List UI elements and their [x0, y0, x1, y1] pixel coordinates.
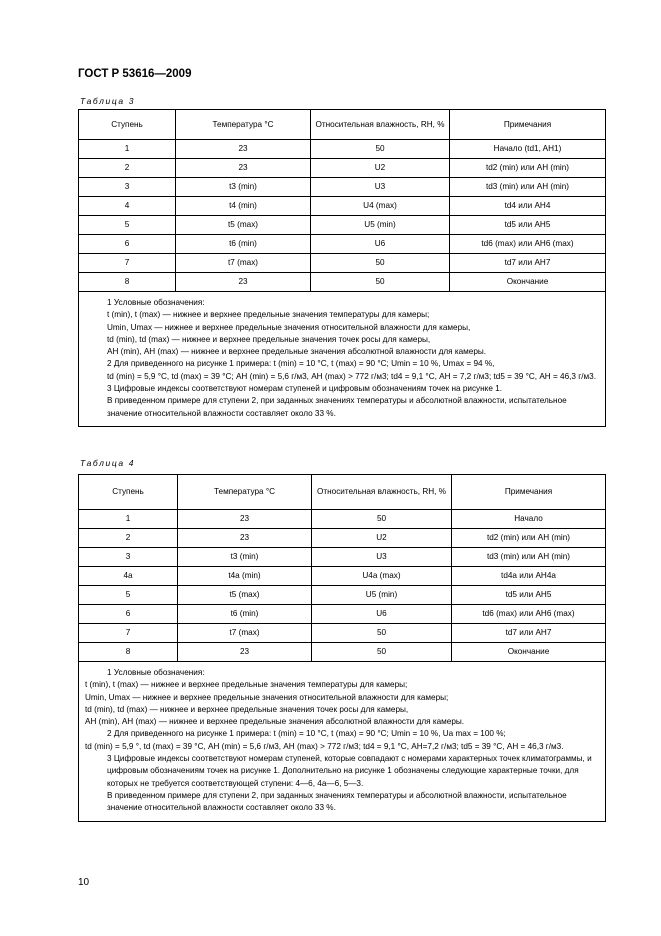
table-cell: 23: [178, 510, 312, 529]
table-cell: td2 (min) или АН (min): [450, 159, 606, 178]
note-line: В приведенном примере для ступени 2, при заданных значениях температуры и абсолютной влажности, испытательное значение относительной влажности составляет около 33 %.: [107, 790, 567, 813]
table-row: [79, 643, 606, 662]
table-cell: 7: [79, 624, 178, 643]
table-row: [79, 548, 606, 567]
table-cell: 50: [312, 643, 452, 662]
table-cell: td5 или AH5: [452, 586, 606, 605]
table-cell: t5 (max): [178, 586, 312, 605]
table-cell: 5: [79, 586, 178, 605]
table-cell: Окончание: [450, 273, 606, 292]
table-cell: 50: [312, 624, 452, 643]
table-row: [79, 586, 606, 605]
column-header: Температура °С: [178, 475, 312, 510]
table-cell: td4a или AH4a: [452, 567, 606, 586]
table-cell: U4 (max): [311, 197, 450, 216]
table-cell: U5 (min): [311, 216, 450, 235]
table-cell: 4а: [79, 567, 178, 586]
table-cell: td4 или AH4: [450, 197, 606, 216]
table-cell: U4a (max): [312, 567, 452, 586]
table-cell: U6: [312, 605, 452, 624]
table-cell: t5 (max): [176, 216, 311, 235]
table-cell: U5 (min): [312, 586, 452, 605]
table-header-row: [79, 110, 606, 140]
table-cell: 23: [178, 643, 312, 662]
table-row: [79, 254, 606, 273]
table-row: [79, 140, 606, 159]
table-row: [79, 624, 606, 643]
table-cell: U2: [312, 529, 452, 548]
column-header: Относительная влажность, RH, %: [312, 475, 452, 510]
table3-notes: [79, 292, 606, 427]
note-line: 3 Цифровые индексы соответствуют номерам ступеней и цифровым обозначениям точек на рисунке 1.: [107, 384, 502, 394]
table-3: [78, 109, 606, 427]
note-line: 2 Для приведенного на рисунке 1 примера: t (min) = 10 °C, t (max) = 90 °C; Umin = 10 %, Umax = 94 %,: [107, 359, 495, 369]
table-cell: td3 (min) или АН (min): [450, 178, 606, 197]
table-cell: 50: [311, 273, 450, 292]
table-cell: td2 (min) или АН (min): [452, 529, 606, 548]
table-cell: U2: [311, 159, 450, 178]
table-cell: Начало: [452, 510, 606, 529]
table-cell: 23: [176, 159, 311, 178]
table-row: [79, 529, 606, 548]
note-line: td (min) = 5,9 °C, td (max) = 39 °C; АН (min) = 5,6 г/м3, АН (max) > 772 г/м3; td4 = 9,1 °C, АН = 7,2 г/м3; td5 = 39 °C, АН = 46,3 г/м3.: [107, 371, 596, 381]
note-line: 1 Условные обозначения:: [107, 668, 205, 677]
note-line: td (min) = 5,9 °, td (max) = 39 °C, АН (min) = 5,6 г/м3, АН (max) > 772 г/м3; td4 = 9,1 °C, АН=7,2 г/м3; td5 = 39 °C, АН = 46,3 г/м3.: [85, 741, 564, 751]
table-cell: 3: [79, 178, 176, 197]
note-line: Umin, Umax — нижнее и верхнее предельные значения относительной влажности для камеры;: [85, 692, 449, 702]
table-cell: 7: [79, 254, 176, 273]
table-cell: t6 (min): [176, 235, 311, 254]
table-cell: t6 (min): [178, 605, 312, 624]
note-line: АН (min), АН (max) — нижнее и верхнее предельные значения абсолютной влажности для камеры.: [107, 347, 487, 357]
note-line: td (min), td (max) — нижнее и верхнее предельные значения точек росы для камеры,: [85, 704, 409, 714]
note-line: td (min), td (max) — нижнее и верхнее предельные значения точек росы для камеры,: [107, 334, 431, 344]
table-row: [79, 178, 606, 197]
table-cell: 3: [79, 548, 178, 567]
table-cell: 1: [79, 140, 176, 159]
table-cell: 6: [79, 605, 178, 624]
table-cell: t7 (max): [178, 624, 312, 643]
table-cell: 50: [312, 510, 452, 529]
table-cell: U6: [311, 235, 450, 254]
table-cell: 2: [79, 159, 176, 178]
column-header: Относительная влажность, RH, %: [311, 110, 450, 140]
column-header: Ступень: [79, 475, 178, 510]
column-header: Ступень: [79, 110, 176, 140]
column-header: Температура °С: [176, 110, 311, 140]
note-line: АН (min), АН (max) — нижнее и верхнее предельные значения абсолютной влажности для камеры.: [85, 717, 465, 727]
table-cell: t3 (min): [178, 548, 312, 567]
note-line: Umin, Umax — нижнее и верхнее предельные значения относительной влажности для камеры,: [107, 322, 471, 332]
table-row: [79, 197, 606, 216]
table-row: [79, 159, 606, 178]
table-cell: 23: [178, 529, 312, 548]
note-line: 1 Условные обозначения:: [107, 298, 205, 307]
table-cell: 23: [176, 273, 311, 292]
table-cell: 50: [311, 254, 450, 273]
table-cell: td3 (min) или АН (min): [452, 548, 606, 567]
table-cell: t3 (min): [176, 178, 311, 197]
table-4: [78, 474, 606, 822]
table-cell: t4 (min): [176, 197, 311, 216]
table4-caption: Таблица 4: [80, 458, 136, 468]
table-cell: 8: [79, 643, 178, 662]
column-header: Примечания: [452, 475, 606, 510]
document-header: ГОСТ Р 53616—2009: [78, 68, 192, 80]
table-cell: U3: [311, 178, 450, 197]
table-row: [79, 567, 606, 586]
table-cell: Окончание: [452, 643, 606, 662]
table-row: [79, 216, 606, 235]
table3-caption: Таблица 3: [80, 96, 136, 106]
table-cell: t7 (max): [176, 254, 311, 273]
table-cell: td6 (max) или AH6 (max): [452, 605, 606, 624]
table-cell: U3: [312, 548, 452, 567]
table-cell: 6: [79, 235, 176, 254]
table-cell: 2: [79, 529, 178, 548]
table-cell: Начало (td1, AH1): [450, 140, 606, 159]
table-cell: 50: [311, 140, 450, 159]
table-cell: 23: [176, 140, 311, 159]
table-cell: 4: [79, 197, 176, 216]
table-cell: td7 или AH7: [450, 254, 606, 273]
table-header-row: [79, 475, 606, 510]
note-line: t (min), t (max) — нижнее и верхнее предельные значения температуры для камеры;: [107, 310, 430, 320]
table4-notes: [79, 662, 606, 822]
column-header: Примечания: [450, 110, 606, 140]
table-cell: 1: [79, 510, 178, 529]
note-line: В приведенном примере для ступени 2, при заданных значениях температуры и абсолютной влажности, испытательное значение относительной влажности составляет около 33 %.: [107, 396, 567, 418]
table-cell: 8: [79, 273, 176, 292]
note-line: t (min), t (max) — нижнее и верхнее предельные значения температуры для камеры;: [85, 680, 408, 690]
table-row: [79, 235, 606, 254]
table-cell: 5: [79, 216, 176, 235]
table-row: [79, 605, 606, 624]
note-line: 2 Для приведенного на рисунке 1 примера: t (min) = 10 °C, t (max) = 90 °C; Umin = 10 %, Ua max = 100 %;: [107, 729, 506, 739]
table-row: [79, 273, 606, 292]
page-number: 10: [78, 877, 90, 888]
table-row: [79, 510, 606, 529]
note-line: 3 Цифровые индексы соответствуют номерам ступеней, которые совпадают с номерами характерных точек климатограммы, и цифровым обозначениям точек на рисунке 1. Дополнительно на рисунке 1 обозначены следующие характерные точки, для которых не требуется соответствующей ступени: 4—6, 4а—6, 5—3.: [107, 754, 592, 788]
table-cell: td6 (max) или AH6 (max): [450, 235, 606, 254]
table-cell: td5 или AH5: [450, 216, 606, 235]
table-cell: t4a (min): [178, 567, 312, 586]
table-cell: td7 или AH7: [452, 624, 606, 643]
